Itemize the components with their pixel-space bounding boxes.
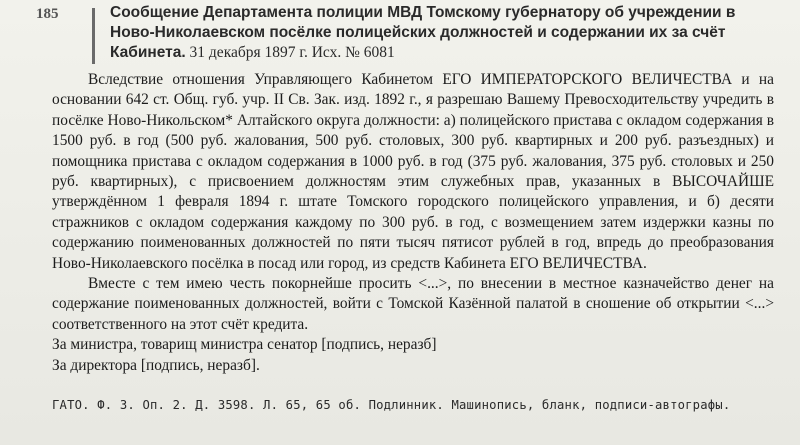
page-number: 185 (36, 6, 59, 22)
paragraph-2: Вместе с тем имею честь покорнейше просить <...>, по внесении в местное казначейство денег на содержание поименованных должностей, войти с Томской Казённой палатой в сношение об открытии <...> соответственного на этот счёт кредита. (52, 275, 774, 333)
signature-minister: За министра, товарищ министра сенатор [подпись, неразб] (52, 336, 437, 354)
heading-rule (92, 8, 95, 64)
document-body (52, 70, 774, 376)
heading-date: 31 декабря 1897 г. Исх. № 6081 (185, 44, 395, 61)
heading-title: Сообщение Департамента полиции МВД Томскому губернатору об учреждении в Ново-Николаевском посёлке полицейских должностей и содержании их за счёт Кабинета. (110, 4, 736, 61)
archive-source-note: ГАТО. Ф. 3. Оп. 2. Д. 3598. Л. 65, 65 об. Подлинник. Машинопись, бланк, подписи-автографы. (52, 398, 731, 412)
paragraph-1: Вследствие отношения Управляющего Кабинетом ЕГО ИМПЕРАТОРСКОГО ВЕЛИЧЕСТВА и на основании 642 ст. Общ. губ. учр. II Св. Зак. изд. 1892 г., я разрешаю Вашему Превосходительству учредить в посёлке Ново-Никольском* Алтайского округа должности: а) полицейского пристава с окладом содержания в 1500 руб. в год (500 руб. жалования, 500 руб. столовых, 300 руб. квартирных и 200 руб. разъездных) и помощника пристава с окладом содержания в 1000 руб. в год (375 руб. жалования, 375 руб. столовых и 250 руб. квартирных), с присвоением должностям этим служебных прав, указанных в ВЫСОЧАЙШЕ утверждённом 1 февраля 1894 г. штате Томского городского полицейского управления, и б) десяти стражников с окладом содержания каждому по 300 руб. в год, с возмещением затем издержки казны по содержанию поименованных должностей по пяти тысяч пятисот рублей в год, впредь до преобразования Ново-Николаевского посёлка в посад или город, из средств Кабинета ЕГО ВЕЛИЧЕСТВА. (52, 71, 774, 272)
signature-director: За директора [подпись, неразб]. (52, 356, 260, 374)
document-heading (110, 3, 770, 63)
